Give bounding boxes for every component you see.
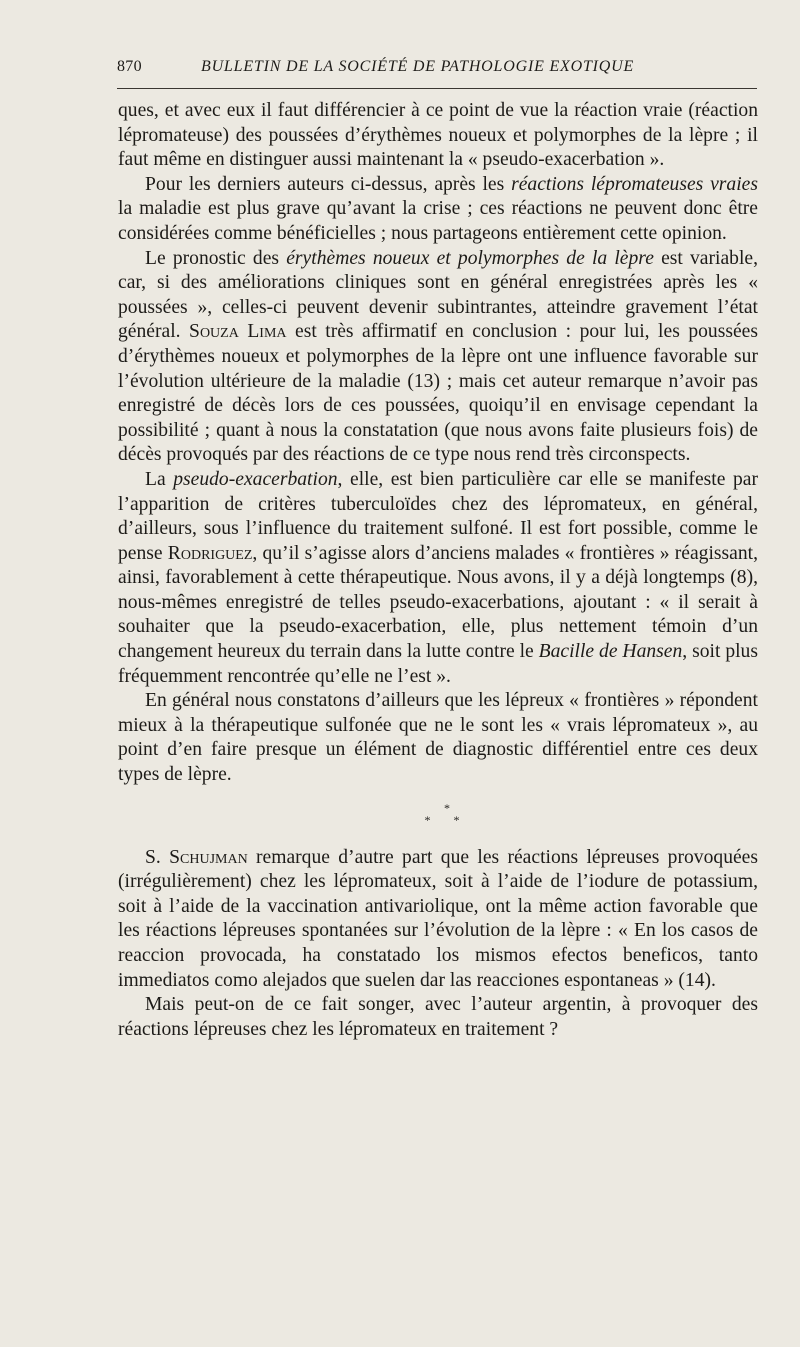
paragraph-2: Pour les derniers auteurs ci-dessus, après les réactions lépromateuses vraies la maladie est plus grave qu’avant la crise ; ces réactions ne peuvent donc être considérées comme bénéficielles ; nous partageons entièrement cette opinion.	[118, 173, 758, 244]
paragraph-6: S. Schujman remarque d’autre part que les réactions lépreuses provoquées (irrégulièrement) chez les lépromateux, soit à l’aide de l’iodure de potassium, soit à l’aide de la vaccination antivariolique, ont la même action favorable que les réactions lépreuses spontanées sur l’évolution de la lèpre : « En los casos de reaccion provocada, ha constatado los mismos efectos beneficos, tanto immediatos como alejados que suelen dar las reacciones espontaneas » (14).	[118, 846, 759, 991]
separator-star-top: *	[444, 800, 450, 815]
emphasis-text: réactions lépromateuses vraies	[511, 173, 758, 195]
paragraph-4: La pseudo-exacerbation, elle, est bien particulière car elle se manifeste par l’apparition de critères tuberculoïdes chez des lépromateux, en général, d’ailleurs, sous l’influence du traitement sulfoné. Il est fort possible, comme le pense Rodriguez, qu’il s’agisse alors d’anciens malades « frontières » réagissant, ainsi, favorablement à cette thérapeutique. Nous avons, il y a déjà longtemps (8), nous-mêmes enregistré de telles pseudo-exacerbations, ajoutant : « il serait à souhaiter que la pseudo-exacerbation, elle, plus nettement témoin d’un changement heureux du terrain dans la lutte contre le Bacille de Hansen, soit plus fréquemment rencontrée qu’elle ne l’est ».	[118, 468, 759, 687]
emphasis-text: érythèmes noueux et polymorphes de la lèpre	[286, 247, 654, 269]
page-number: 870	[117, 58, 142, 75]
section-separator	[118, 802, 758, 826]
paragraph-3: Le pronostic des érythèmes noueux et polymorphes de la lèpre est variable, car, si des améliorations cliniques sont en général enregistrées après les « poussées », celles-ci peuvent devenir subintrantes, atteindre gravement l’état général. Souza Lima est très affirmatif en conclusion : pour lui, les poussées d’érythèmes noueux et polymorphes de la lèpre ont une influence favorable sur l’évolution ultérieure de la maladie (13) ; mais cet auteur remarque n’avoir pas enregistré de décès lors de ces poussées, quoiqu’il en envisage cependant la possibilité ; quant à nous la constatation (que nous avons faite plusieurs fois) de décès provoqués par des réactions de ce type nous rend très circonspects.	[118, 247, 759, 466]
paragraph-5: En général nous constatons d’ailleurs que les lépreux « frontières » répondent mieux à la thérapeutique sulfonée que ne le sont les « vrais lépromateux », au point d’en faire presque un élément de diagnostic différentiel entre ces deux types de lèpre.	[118, 690, 758, 786]
header-rule	[117, 88, 757, 89]
author-name: Souza Lima	[189, 321, 287, 343]
journal-title: BULLETIN DE LA SOCIÉTÉ DE PATHOLOGIE EXOTIQUE	[201, 58, 635, 75]
running-header	[117, 58, 757, 76]
author-name: Schujman	[169, 846, 248, 868]
article-body	[118, 99, 758, 1042]
paragraph-1: ques, et avec eux il faut différencier à ce point de vue la réaction vraie (réaction lépromateuse) des poussées d’érythèmes noueux et polymorphes de la lèpre ; il faut même en distinguer aussi maintenant la « pseudo-exacerbation ».	[118, 100, 758, 171]
paragraph-7: Mais peut-on de ce fait songer, avec l’auteur argentin, à provoquer des réactions lépreuses chez les lépromateux en traitement ?	[118, 994, 758, 1040]
separator-stars-bottom: * *	[424, 812, 470, 827]
author-name: Rodriguez	[167, 542, 253, 564]
emphasis-text: pseudo-exacerbation	[173, 468, 338, 490]
emphasis-text: Bacille de Hansen	[538, 641, 683, 663]
